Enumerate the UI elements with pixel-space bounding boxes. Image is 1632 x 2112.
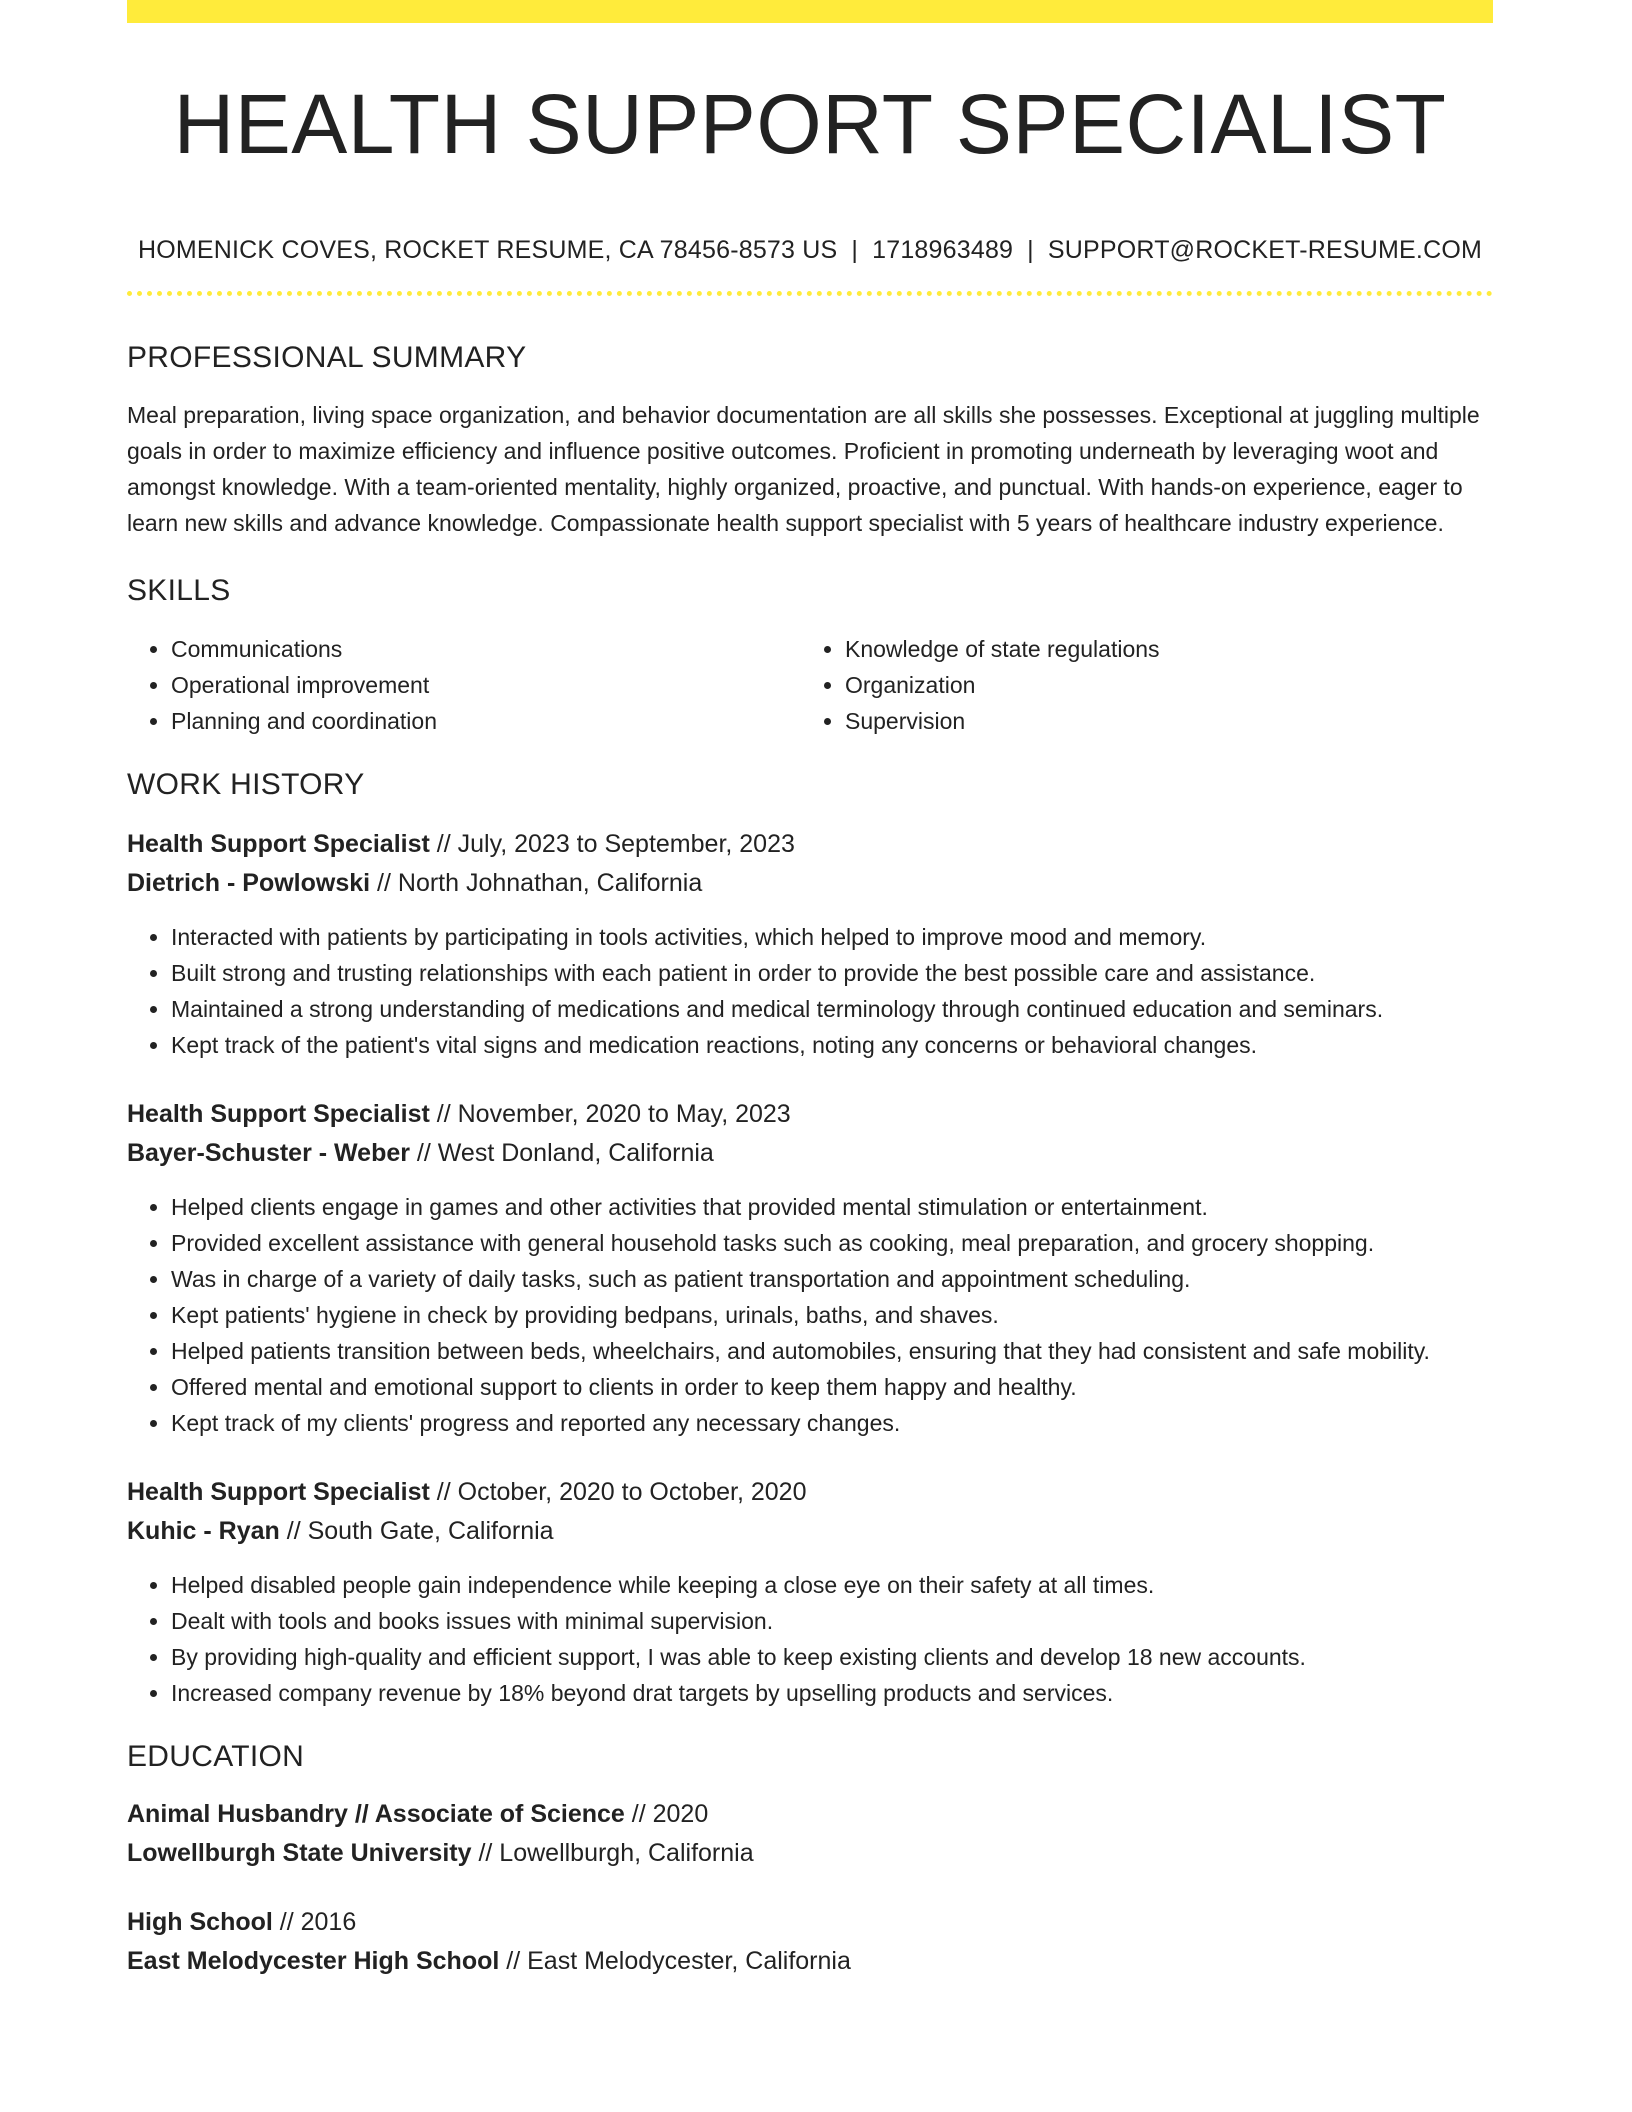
contact-line (127, 235, 1493, 265)
education-school: East Melodycester High School (127, 1947, 500, 1975)
job-location: // West Donland, California (409, 1139, 714, 1167)
job-bullet: • Built strong and trusting relationships with each patient in order to provide the best possible care and assistance. (171, 955, 1493, 991)
summary-text: Meal preparation, living space organization, and behavior documentation are all skills she possesses. Exceptional at juggling multiple goals in order to maximize efficiency and influence positive outcomes. Proficient in promoting underneath by leveraging woot and amongst knowledge. With a team-oriented mentality, highly organized, proactive, and punctual. With hands-on experience, eager to learn new skills and advance knowledge. Compassionate health support specialist with 5 years of healthcare industry experience. (127, 402, 1480, 536)
skill-item: • Planning and coordination (171, 703, 801, 739)
education-school-line (127, 1942, 1493, 1981)
job-bullets (127, 1567, 1493, 1711)
job-bullet: • Kept track of my clients' progress and reported any necessary changes. (171, 1405, 1493, 1441)
job-bullet: • Helped patients transition between beds, wheelchairs, and automobiles, ensuring that they had consistent and safe mobility. (171, 1333, 1493, 1369)
skill-item: • Communications (171, 631, 801, 667)
skill-item: • Operational improvement (171, 667, 801, 703)
skills-column-left (127, 631, 801, 739)
job-title-line (127, 825, 1493, 864)
job-location: // South Gate, California (279, 1517, 554, 1545)
top-accent-bar (127, 0, 1493, 23)
education-year: // 2020 (624, 1800, 709, 1828)
contact-separator: | (851, 236, 859, 264)
education-school-line (127, 1834, 1493, 1873)
skill-item: • Knowledge of state regulations (845, 631, 1475, 667)
education-entry (127, 1795, 1493, 1873)
job-bullet: • Interacted with patients by participating in tools activities, which helped to improve mood and memory. (171, 919, 1493, 955)
skills-column-right (801, 631, 1475, 739)
education-year: // 2016 (272, 1908, 357, 1936)
job-dates: // July, 2023 to September, 2023 (429, 830, 795, 858)
job-company-line (127, 1512, 1493, 1551)
resume-page (127, 0, 1493, 1981)
job-company: Bayer-Schuster - Weber (127, 1139, 410, 1167)
skills-list (127, 631, 1493, 739)
job-position: Health Support Specialist (127, 1100, 430, 1128)
education-location: // East Melodycester, California (499, 1947, 851, 1975)
education-heading: EDUCATION (127, 1740, 305, 1773)
job-bullet: • By providing high-quality and efficient support, I was able to keep existing clients and develop 18 new accounts. (171, 1639, 1493, 1675)
job-dates: // October, 2020 to October, 2020 (429, 1478, 807, 1506)
job-bullet: • Was in charge of a variety of daily tasks, such as patient transportation and appointment scheduling. (171, 1261, 1493, 1297)
education-degree: High School (127, 1908, 273, 1936)
education-degree-line (127, 1795, 1493, 1834)
job-bullet: • Offered mental and emotional support to clients in order to keep them happy and healthy. (171, 1369, 1493, 1405)
job-entry (127, 1095, 1493, 1441)
skill-item: • Organization (845, 667, 1475, 703)
job-entry (127, 825, 1493, 1063)
job-company: Kuhic - Ryan (127, 1517, 280, 1545)
skill-item: • Supervision (845, 703, 1475, 739)
contact-phone: 1718963489 (872, 236, 1014, 264)
education-degree: Animal Husbandry // Associate of Science (127, 1800, 625, 1828)
contact-separator: | (1027, 236, 1034, 264)
job-entry (127, 1473, 1493, 1711)
job-bullet: • Provided excellent assistance with general household tasks such as cooking, meal preparation, and grocery shopping. (171, 1225, 1493, 1261)
work-history-heading: WORK HISTORY (127, 768, 365, 801)
job-bullets (127, 919, 1493, 1063)
dotted-divider (127, 291, 1493, 296)
job-company: Dietrich - Powlowski (127, 869, 371, 897)
job-position: Health Support Specialist (127, 1478, 430, 1506)
job-bullet: • Maintained a strong understanding of medications and medical terminology through continued education and seminars. (171, 991, 1493, 1027)
job-bullets (127, 1189, 1493, 1441)
contact-address: HOMENICK COVES, ROCKET RESUME, CA 78456-8573 US (137, 236, 838, 264)
job-company-line (127, 1134, 1493, 1173)
skills-heading: SKILLS (127, 574, 231, 607)
job-bullet: • Helped clients engage in games and other activities that provided mental stimulation or entertainment. (171, 1189, 1493, 1225)
contact-email: SUPPORT@ROCKET-RESUME.COM (1047, 236, 1483, 264)
education-degree-line (127, 1903, 1493, 1942)
job-bullet: • Helped disabled people gain independence while keeping a close eye on their safety at all times. (171, 1567, 1493, 1603)
job-bullet: • Kept track of the patient's vital signs and medication reactions, noting any concerns or behavioral changes. (171, 1027, 1493, 1063)
job-company-line (127, 864, 1493, 903)
job-title-line (127, 1095, 1493, 1134)
resume-name: HEALTH SUPPORT SPECIALIST (173, 77, 1447, 171)
education-location: // Lowellburgh, California (471, 1839, 754, 1867)
job-title-line (127, 1473, 1493, 1512)
job-bullet: • Kept patients' hygiene in check by providing bedpans, urinals, baths, and shaves. (171, 1297, 1493, 1333)
education-school: Lowellburgh State University (127, 1839, 472, 1867)
education-entry (127, 1903, 1493, 1981)
job-dates: // November, 2020 to May, 2023 (429, 1100, 791, 1128)
job-position: Health Support Specialist (127, 830, 430, 858)
summary-heading: PROFESSIONAL SUMMARY (127, 341, 527, 374)
job-bullet: • Dealt with tools and books issues with minimal supervision. (171, 1603, 1493, 1639)
job-bullet: • Increased company revenue by 18% beyond drat targets by upselling products and services. (171, 1675, 1493, 1711)
job-location: // North Johnathan, California (370, 869, 703, 897)
